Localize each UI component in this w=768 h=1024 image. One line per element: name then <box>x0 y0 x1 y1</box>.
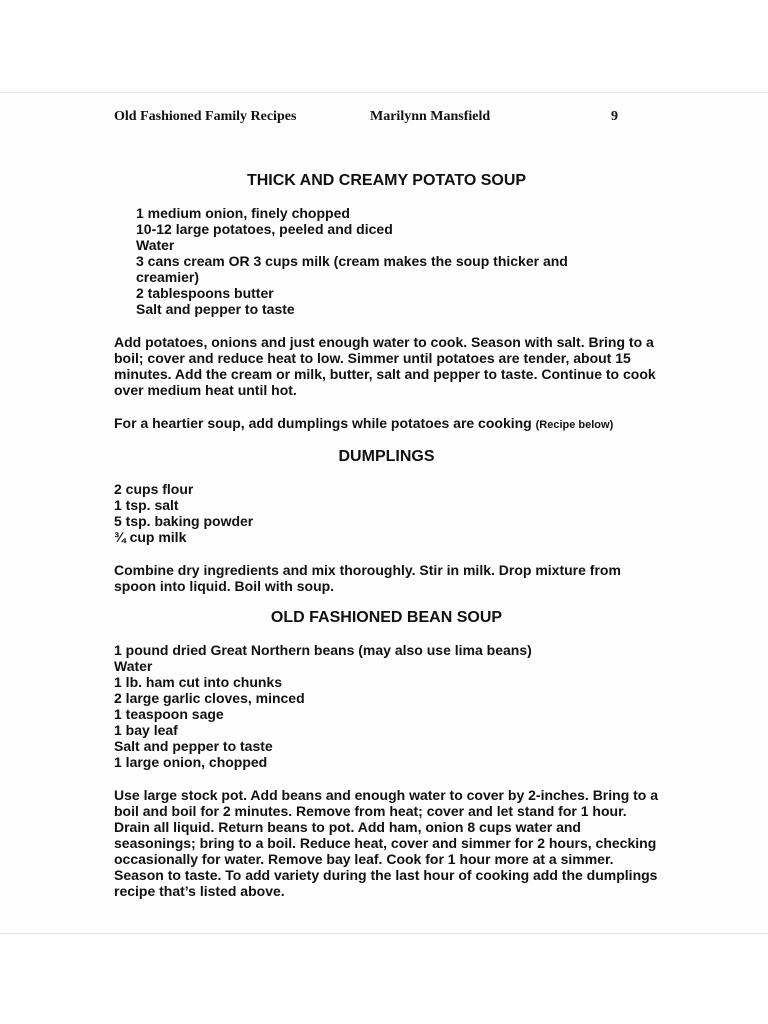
ingredient-item: 1 large onion, chopped <box>114 754 268 770</box>
ingredient-list <box>114 205 659 317</box>
ingredient-item: 1 teaspoon sage <box>114 706 224 722</box>
ingredient-item: ¾ cup milk <box>114 529 187 545</box>
ingredient-item: 2 tablespoons butter <box>136 285 274 301</box>
recipe-title: OLD FASHIONED BEAN SOUP <box>270 609 503 626</box>
ingredient-item: 1 bay leaf <box>114 722 178 738</box>
ingredient-item: 2 cups flour <box>114 481 194 497</box>
ingredient-item: 2 large garlic cloves, minced <box>114 690 305 706</box>
ingredient-item: Water <box>136 237 175 253</box>
recipe-bean-soup <box>114 608 659 899</box>
ingredient-item: 3 cans cream OR 3 cups milk (cream makes the soup thicker and creamier) <box>136 253 568 285</box>
book-title: Old Fashioned Family Recipes <box>114 109 297 124</box>
page-content <box>114 171 659 899</box>
ingredient-item: 5 tsp. baking powder <box>114 513 254 529</box>
ingredient-item: 10-12 large potatoes, peeled and diced <box>136 221 393 237</box>
document-page <box>0 92 768 934</box>
note-reference: (Recipe below) <box>535 419 614 431</box>
recipe-dumplings <box>114 447 659 594</box>
page-number: 9 <box>611 109 618 124</box>
recipe-potato-soup <box>114 171 659 433</box>
ingredient-item: 1 pound dried Great Northern beans (may also use lima beans) <box>114 642 532 658</box>
note-text: For a heartier soup, add dumplings while potatoes are cooking <box>114 415 532 431</box>
recipe-directions: Use large stock pot. Add beans and enough water to cover by 2-inches. Bring to a boil and boil for 2 minutes. Remove from heat; cover and let stand for 1 hour. Drain all liquid. Return beans to pot. Add ham, onion 8 cups water and seasonings; bring to a boil. Reduce heat, cover and simmer for 2 hours, checking occasionally for water. Remove bay leaf. Cook for 1 hour more at a simmer. Season to taste. To add variety during the last hour of cooking add the dumplings recipe that’s listed above. <box>114 787 659 899</box>
recipe-directions: Add potatoes, onions and just enough water to cook. Season with salt. Bring to a boil; cover and reduce heat to low. Simmer until potatoes are tender, about 15 minutes. Add the cream or milk, butter, salt and pepper to taste. Continue to cook over medium heat until hot. <box>114 334 656 398</box>
page-header <box>114 109 634 129</box>
author-name: Marilynn Mansfield <box>370 109 491 124</box>
ingredient-item: 1 lb. ham cut into chunks <box>114 674 283 690</box>
ingredient-item: Salt and pepper to taste <box>114 738 273 754</box>
recipe-title: THICK AND CREAMY POTATO SOUP <box>246 172 527 189</box>
ingredient-item: Water <box>114 658 153 674</box>
ingredient-item: 1 tsp. salt <box>114 497 179 513</box>
ingredient-list <box>114 481 659 545</box>
recipe-title: DUMPLINGS <box>338 448 435 465</box>
recipe-directions: Combine dry ingredients and mix thoroughly. Stir in milk. Drop mixture from spoon into liquid. Boil with soup. <box>114 562 621 594</box>
recipe-note <box>114 415 659 433</box>
ingredient-item: Salt and pepper to taste <box>136 301 295 317</box>
ingredient-list <box>114 642 659 770</box>
ingredient-item: 1 medium onion, finely chopped <box>136 205 350 221</box>
